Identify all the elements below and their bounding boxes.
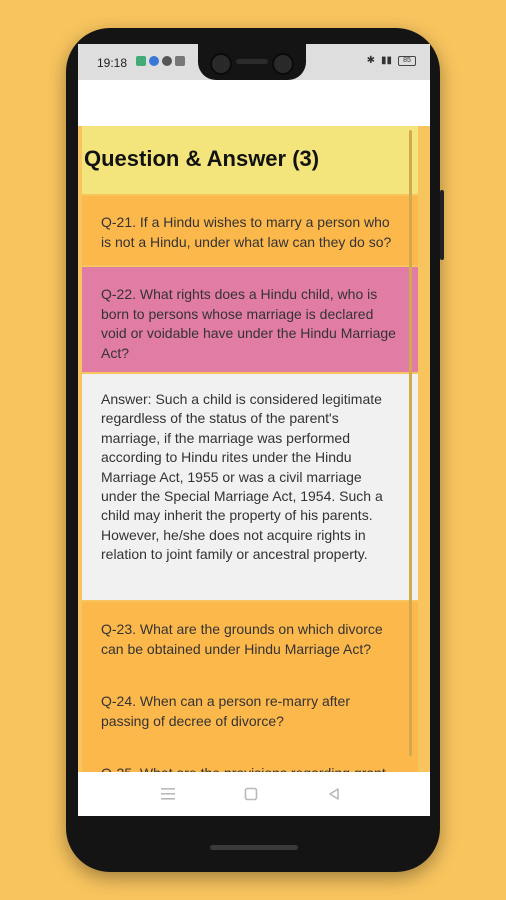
answer-panel [82, 374, 418, 600]
app-bar [78, 80, 430, 126]
signal-icon: ▮▮ [380, 55, 392, 66]
phone-side-button [440, 190, 444, 260]
square-icon[interactable] [241, 784, 261, 804]
status-right-icons [367, 55, 416, 66]
question-item[interactable] [82, 196, 418, 265]
back-triangle-icon[interactable] [324, 784, 344, 804]
camera-icon [210, 53, 232, 75]
navigation-bar [78, 772, 430, 816]
scrollbar[interactable] [409, 130, 412, 756]
menu-icon[interactable] [158, 784, 178, 804]
sync-icon [162, 56, 172, 66]
question-text: Q-22. What rights does a Hindu child, who is born to persons whose marriage is declared void or voidable have under the Hindu Marriage Act? [101, 286, 396, 361]
question-item[interactable] [82, 674, 418, 744]
app-icon [175, 56, 185, 66]
page-title: Question & Answer (3) [84, 146, 320, 171]
question-text: Q-21. If a Hindu wishes to marry a person who is not a Hindu, under what law can they do so? [101, 214, 392, 250]
circle-icon [149, 56, 159, 66]
heading-bar [82, 126, 418, 194]
answer-text: Answer: Such a child is considered legitimate regardless of the status of the parent's marriage, if the marriage was performed according to Hindu rites under the Hindu Marriage Act, 1955 or was a civil marriage under the Special Marriage Act, 1954. Such a child may inherit the property of his parents. However, he/she does not acquire rights in relation to joint family or ancestral property. [101, 391, 383, 563]
question-text: Q-24. When can a person re-marry after passing of decree of divorce? [101, 693, 350, 729]
question-text: Q-23. What are the grounds on which divorce can be obtained under Hindu Marriage Act? [101, 621, 383, 657]
message-icon [136, 56, 146, 66]
bluetooth-icon: ✱ [366, 55, 375, 66]
camera-icon [272, 53, 294, 75]
content-area [78, 126, 430, 772]
battery-icon: 85 [398, 56, 416, 66]
speaker-grille [236, 59, 268, 64]
notification-icons [136, 56, 185, 66]
status-time: 19:18 [97, 56, 128, 70]
phone-speaker-bottom [210, 845, 298, 850]
scroll-list[interactable] [82, 126, 418, 772]
camera-notch [198, 44, 306, 80]
question-item-active[interactable] [82, 267, 418, 372]
phone-screen [78, 44, 430, 816]
question-item[interactable] [82, 602, 418, 672]
